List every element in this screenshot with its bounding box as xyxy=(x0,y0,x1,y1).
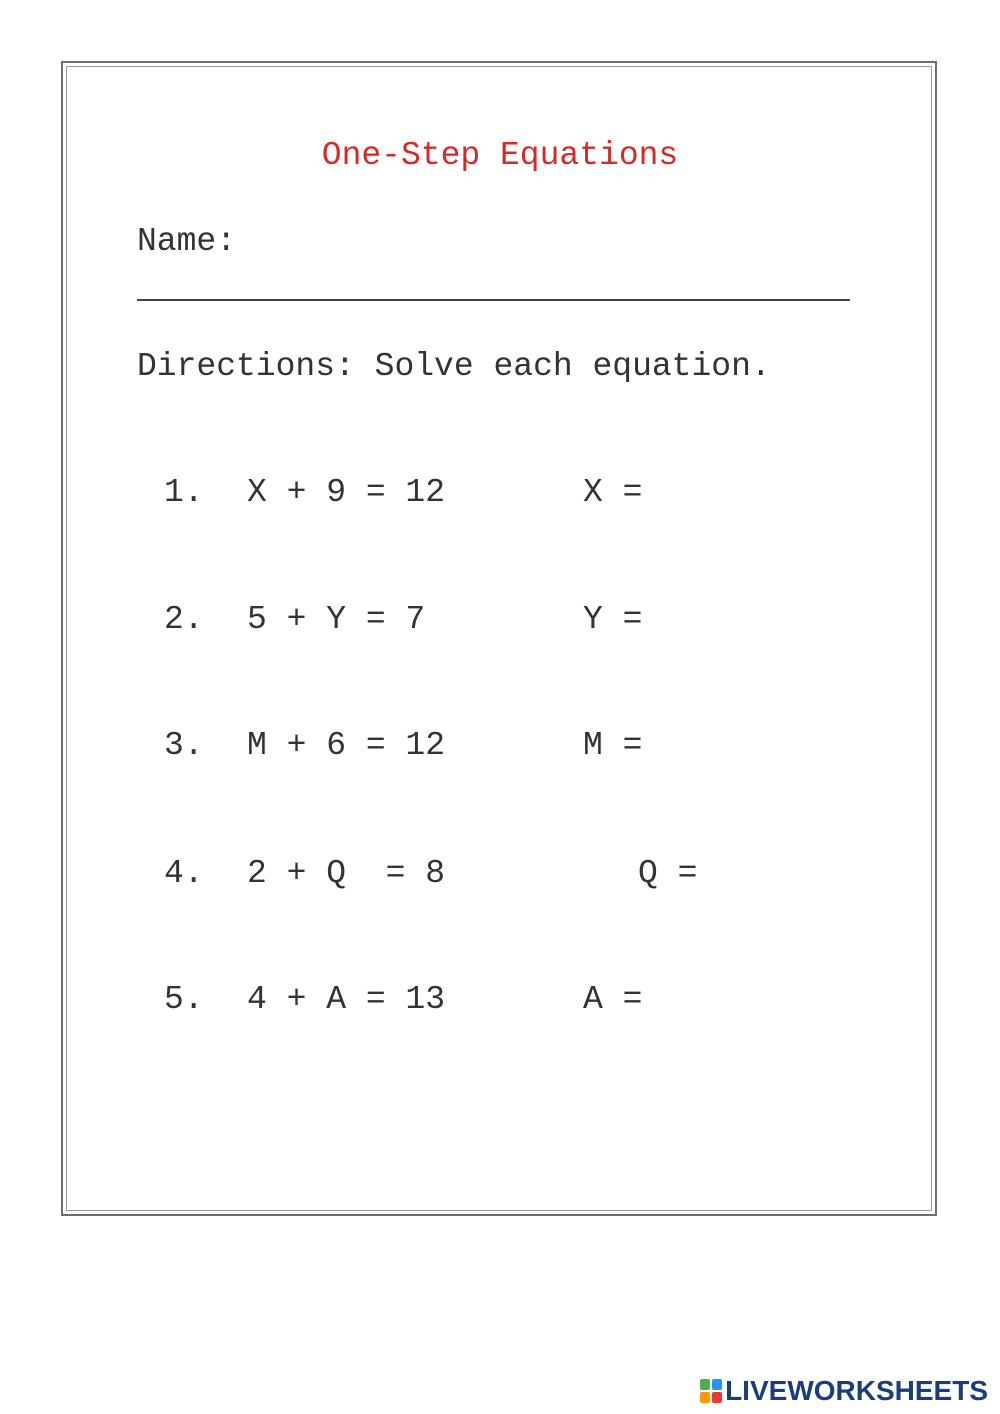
answer-prompt[interactable]: A = xyxy=(583,981,643,1018)
problem-number: 1. xyxy=(164,474,204,511)
problem-equation: 5 + Y = 7 xyxy=(247,601,426,638)
liveworksheets-logo[interactable] xyxy=(700,1374,988,1408)
worksheet-title: One-Step Equations xyxy=(321,137,679,174)
liveworksheets-logo-text: LIVEWORKSHEETS xyxy=(725,1375,988,1406)
problem-row xyxy=(0,854,1000,894)
problem-row xyxy=(0,726,1000,766)
problem-equation: 4 + A = 13 xyxy=(247,981,446,1018)
directions-text: Directions: Solve each equation. xyxy=(137,348,771,385)
liveworksheets-logo-icon xyxy=(700,1379,722,1403)
problem-row xyxy=(0,980,1000,1020)
problem-equation: 2 + Q = 8 xyxy=(247,855,446,892)
problem-row xyxy=(0,600,1000,640)
name-label: Name: xyxy=(137,223,237,260)
logo-square-red xyxy=(712,1392,722,1403)
answer-prompt[interactable]: X = xyxy=(583,474,643,511)
problem-row xyxy=(0,473,1000,513)
answer-prompt[interactable]: M = xyxy=(583,727,643,764)
problem-number: 5. xyxy=(164,981,204,1018)
problem-number: 4. xyxy=(164,855,204,892)
problem-equation: X + 9 = 12 xyxy=(247,474,446,511)
problem-number: 2. xyxy=(164,601,204,638)
problem-equation: M + 6 = 12 xyxy=(247,727,446,764)
logo-square-orange xyxy=(700,1392,710,1403)
logo-square-green xyxy=(700,1379,710,1390)
name-answer-line[interactable] xyxy=(137,299,850,301)
answer-prompt[interactable]: Q = xyxy=(638,855,698,892)
answer-prompt[interactable]: Y = xyxy=(583,601,643,638)
logo-square-blue xyxy=(712,1379,722,1390)
problem-number: 3. xyxy=(164,727,204,764)
